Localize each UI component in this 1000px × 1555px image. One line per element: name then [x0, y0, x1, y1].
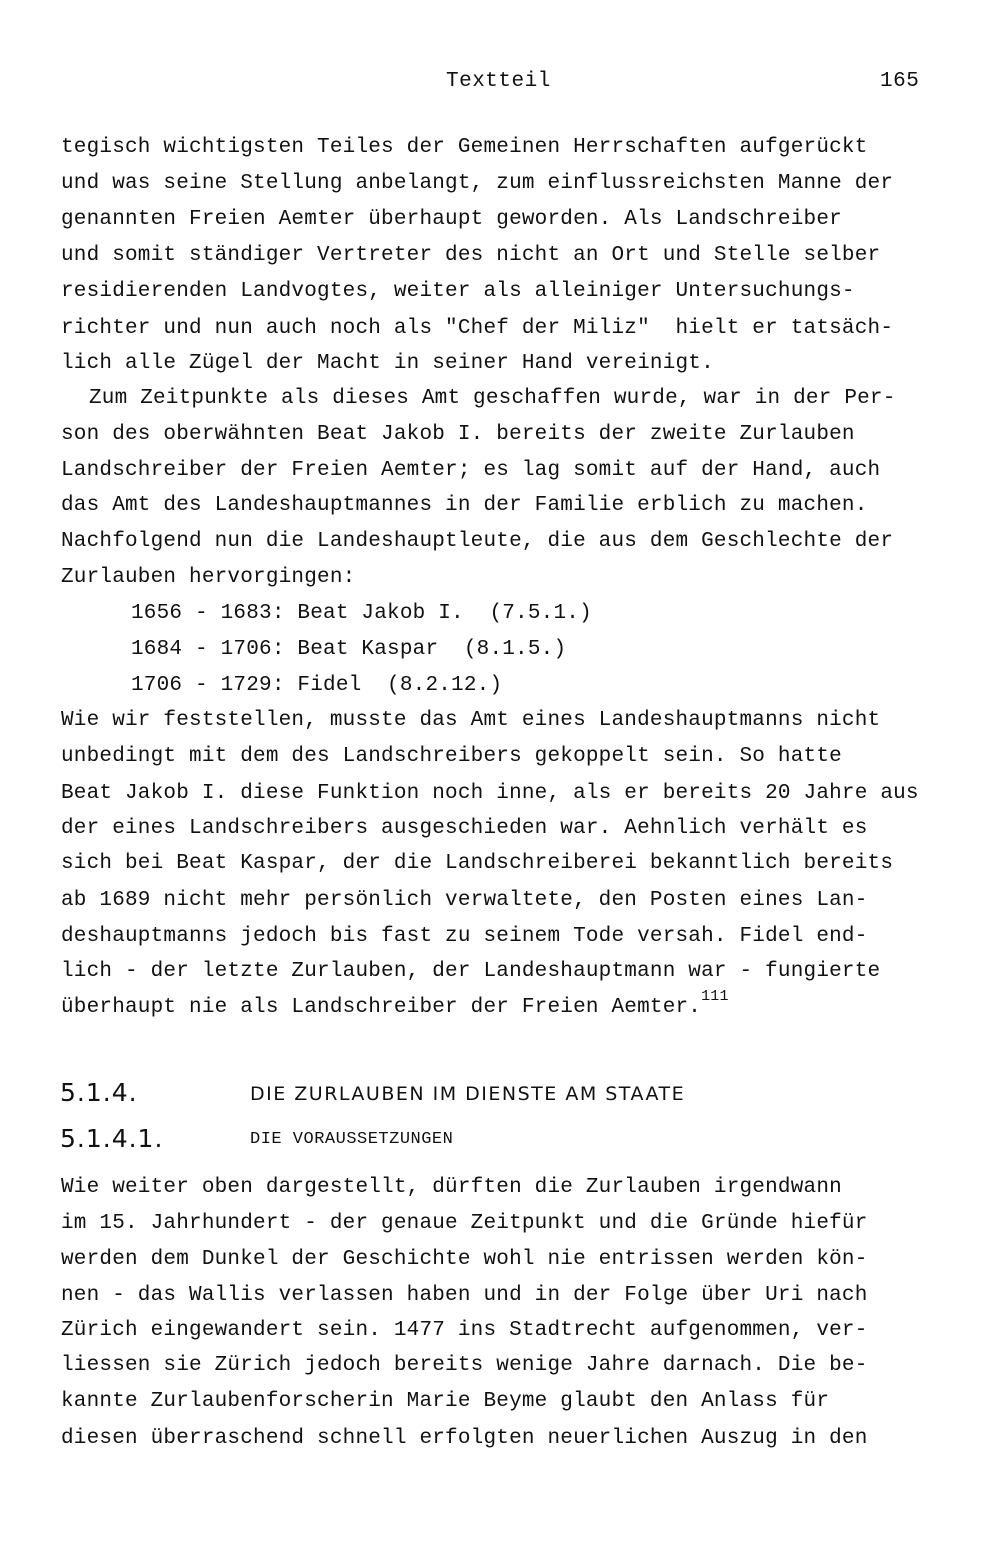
text-line: richter und nun auch noch als "Chef der Miliz" hielt er tatsäch-: [61, 317, 894, 340]
text-line: werden dem Dunkel der Geschichte wohl nie entrissen werden kön-: [61, 1248, 868, 1271]
text-line: unbedingt mit dem des Landschreibers gekoppelt sein. So hatte: [61, 745, 842, 768]
text-line: lich - der letzte Zurlauben, der Landeshauptmann war - fungierte: [61, 960, 881, 983]
text-line: und was seine Stellung anbelangt, zum einflussreichsten Manne der: [61, 172, 894, 195]
text-line: der eines Landschreibers ausgeschieden war. Aehnlich verhält es: [61, 817, 868, 840]
page-number: 165: [880, 70, 920, 93]
text-line: Zürich eingewandert sein. 1477 ins Stadtrecht aufgenommen, ver-: [61, 1319, 868, 1342]
text-line: residierenden Landvogtes, weiter als alleiniger Untersuchungs-: [61, 280, 855, 303]
subsection-title: DIE VORAUSSETZUNGEN: [250, 1130, 454, 1149]
text-line: son des oberwähnten Beat Jakob I. bereits der zweite Zurlauben: [61, 423, 855, 446]
text-line: Landschreiber der Freien Aemter; es lag somit auf der Hand, auch: [61, 459, 881, 482]
list-item: 1684 - 1706: Beat Kaspar (8.1.5.): [131, 638, 567, 661]
list-item: 1656 - 1683: Beat Jakob I. (7.5.1.): [131, 602, 592, 625]
text-line: liessen sie Zürich jedoch bereits wenige Jahre darnach. Die be-: [61, 1354, 868, 1377]
text-line: Wie wir feststellen, musste das Amt eines Landeshauptmanns nicht: [61, 709, 881, 732]
text-line: Wie weiter oben dargestellt, dürften die Zurlauben irgendwann: [61, 1176, 842, 1199]
section-title: DIE ZURLAUBEN IM DIENSTE AM STAATE: [250, 1083, 686, 1105]
text-line: Zum Zeitpunkte als dieses Amt geschaffen wurde, war in der Per-: [89, 387, 896, 410]
running-header-title: Textteil: [446, 70, 551, 93]
text-line: das Amt des Landeshauptmannes in der Familie erblich zu machen.: [61, 494, 868, 517]
text-line: genannten Freien Aemter überhaupt geworden. Als Landschreiber: [61, 208, 842, 231]
text-line: überhaupt nie als Landschreiber der Freien Aemter.: [61, 996, 702, 1019]
subsection-number: 5.1.4.1.: [60, 1124, 164, 1153]
list-item: 1706 - 1729: Fidel (8.2.12.): [131, 674, 503, 697]
text-line: sich bei Beat Kaspar, der die Landschreiberei bekanntlich bereits: [61, 852, 894, 875]
text-line: Nachfolgend nun die Landeshauptleute, die aus dem Geschlechte der: [61, 530, 894, 553]
text-line: nen - das Wallis verlassen haben und in der Folge über Uri nach: [61, 1284, 868, 1307]
text-line: tegisch wichtigsten Teiles der Gemeinen Herrschaften aufgerückt: [61, 136, 868, 159]
text-line: ab 1689 nicht mehr persönlich verwaltete, den Posten eines Lan-: [61, 889, 868, 912]
text-line: und somit ständiger Vertreter des nicht an Ort und Stelle selber: [61, 244, 881, 267]
section-number: 5.1.4.: [60, 1078, 138, 1107]
text-line: Beat Jakob I. diese Funktion noch inne, als er bereits 20 Jahre aus: [61, 782, 919, 805]
footnote-reference: 111: [701, 988, 729, 1005]
text-line: diesen überraschend schnell erfolgten neuerlichen Auszug in den: [61, 1427, 868, 1450]
text-line: deshauptmanns jedoch bis fast zu seinem Tode versah. Fidel end-: [61, 925, 868, 948]
text-line-with-footnote: [61, 988, 729, 1019]
text-line: lich alle Zügel der Macht in seiner Hand vereinigt.: [61, 352, 714, 375]
text-line: kannte Zurlaubenforscherin Marie Beyme glaubt den Anlass für: [61, 1390, 830, 1413]
text-line: Zurlauben hervorgingen:: [61, 566, 356, 589]
text-line: im 15. Jahrhundert - der genaue Zeitpunkt und die Gründe hiefür: [61, 1212, 868, 1235]
